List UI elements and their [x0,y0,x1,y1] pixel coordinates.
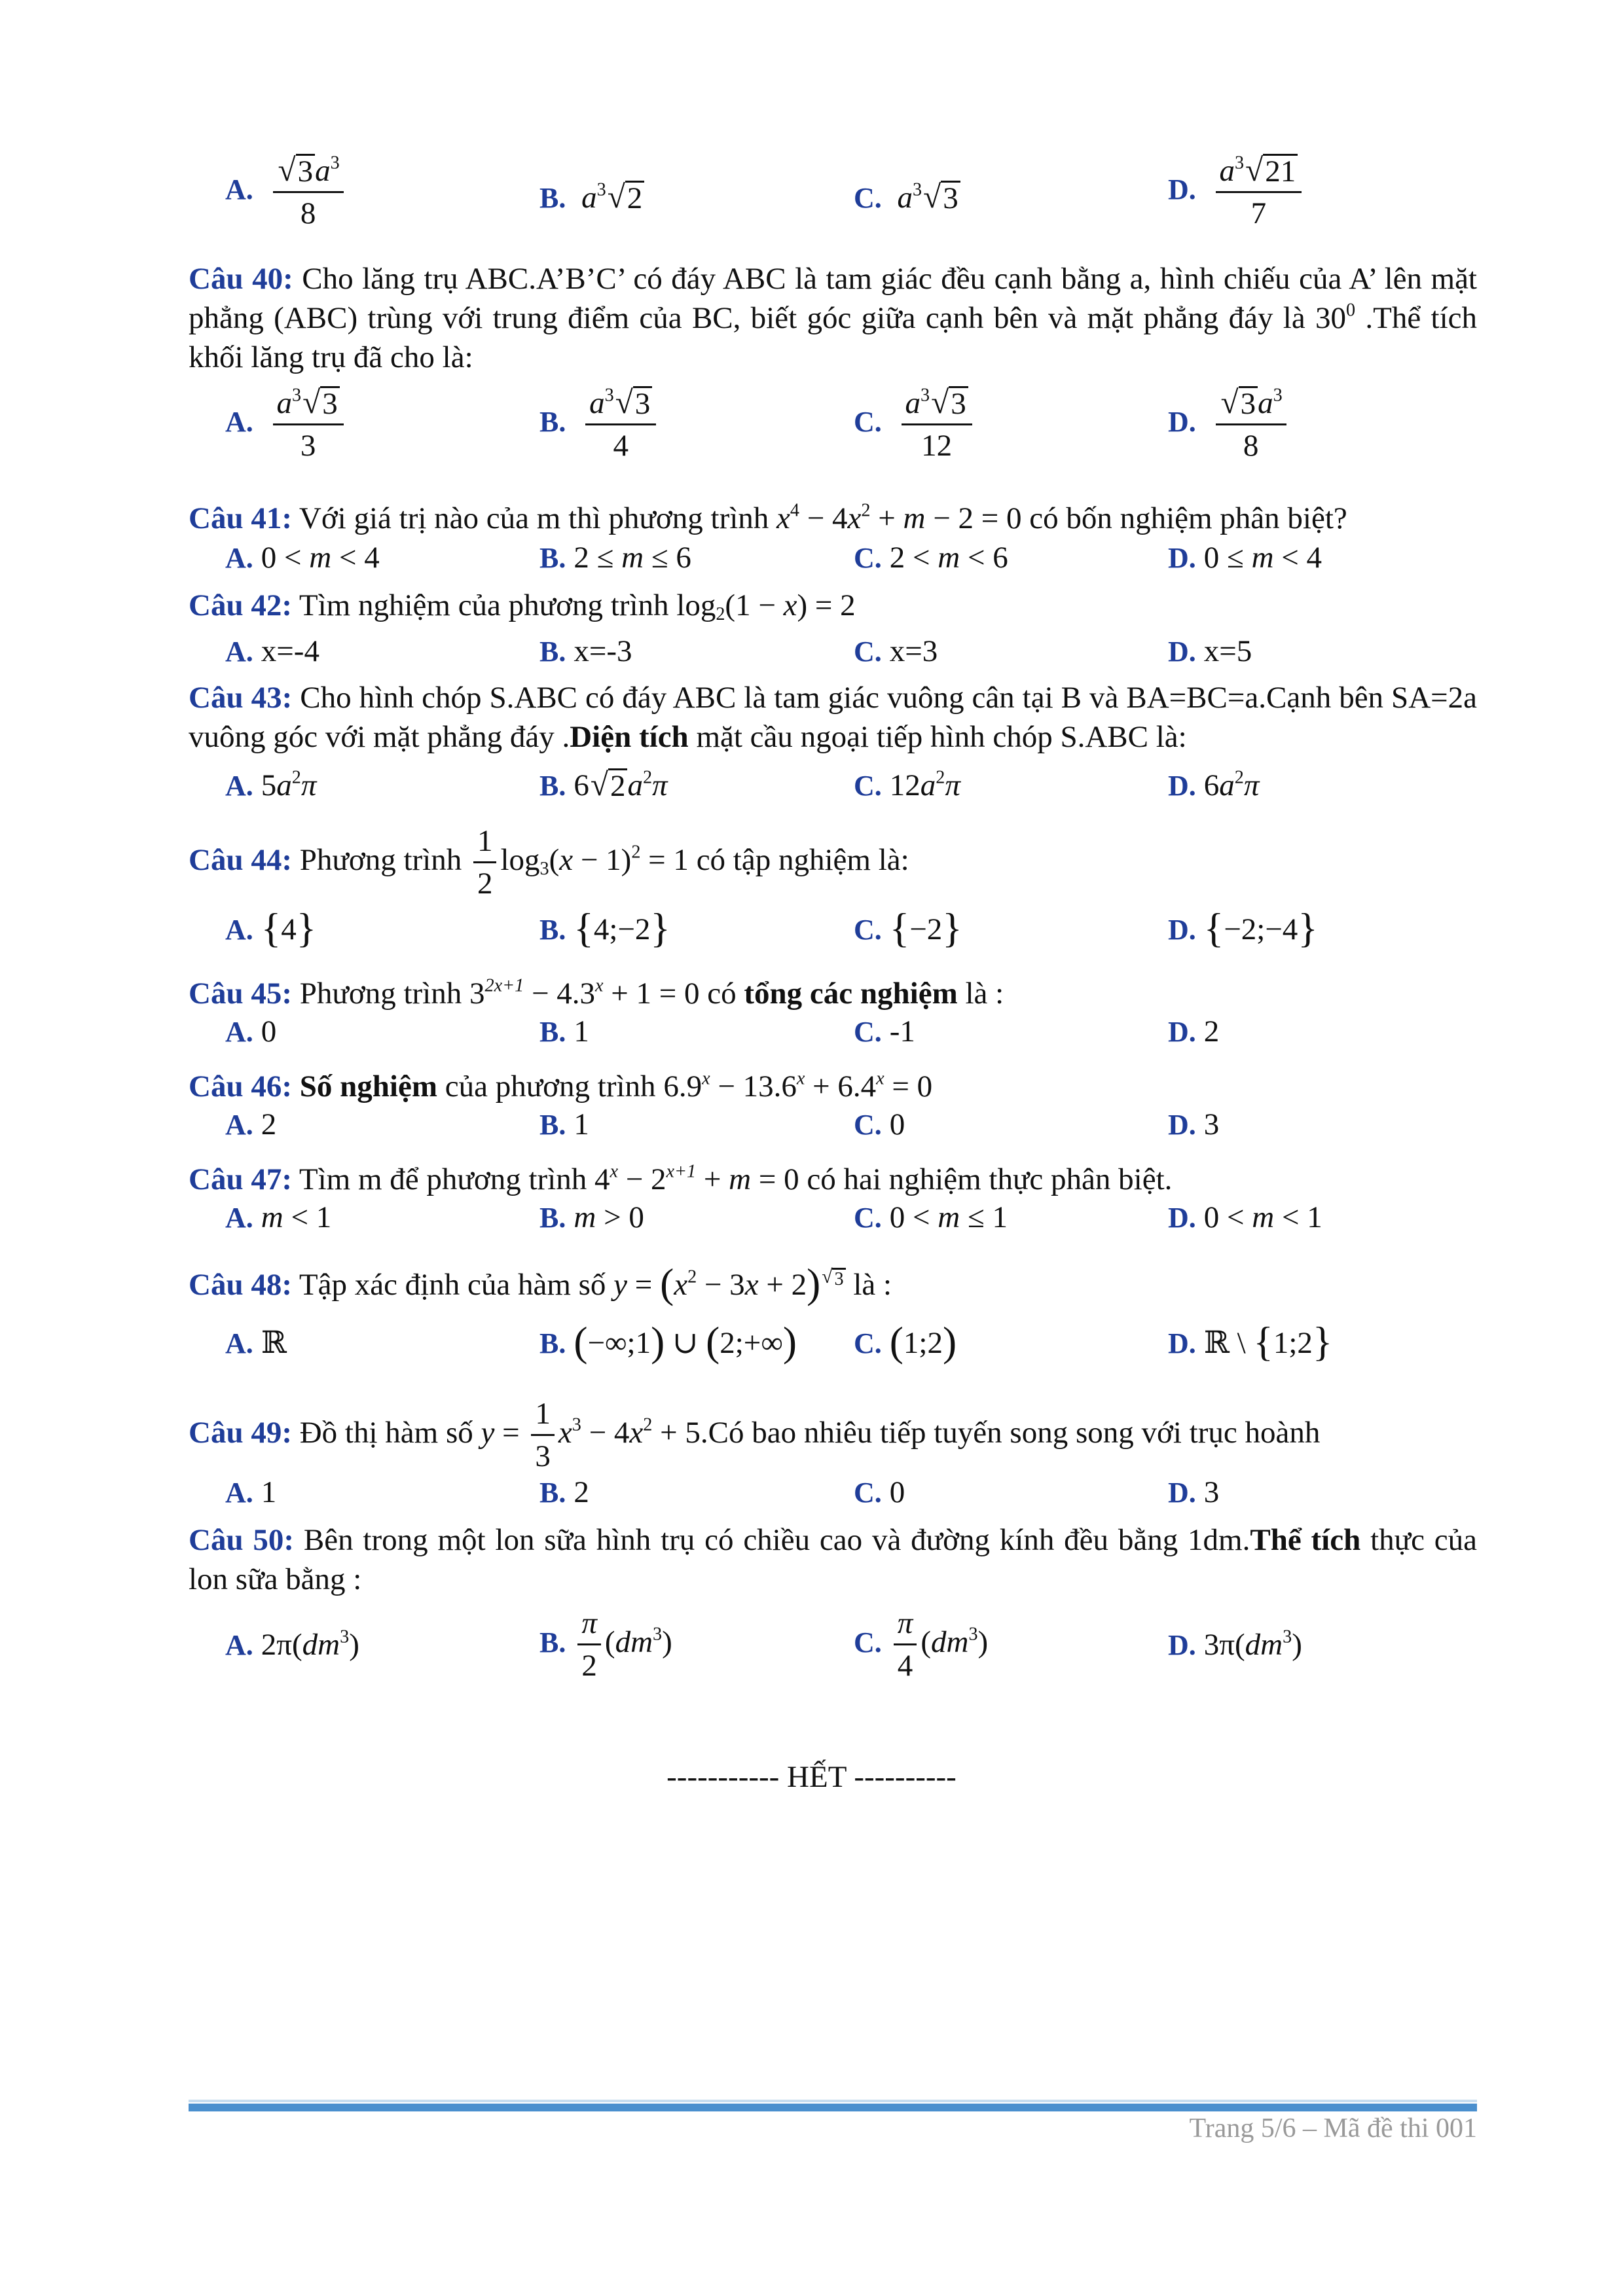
option-44-c: C. {−2} [854,904,962,951]
option-44-b: B. {4;−2} [539,904,670,951]
option-43-b: B. 6 √ 2 $a^2\pi$ [539,766,668,803]
question-46-options [189,1105,1477,1144]
option-39-c: C. $a^3$ √ 3 [854,178,960,218]
option-49-d: D. 3 [1168,1475,1220,1509]
option-39-a [225,154,348,230]
question-label: Câu 40: [189,262,293,296]
option-50-c: C. $\frac{\pi}{4}$ $(dm^3)$ [854,1606,989,1683]
footer-divider [189,2100,1477,2111]
question-40-options [189,386,1477,484]
option-46-d: D. 3 [1168,1107,1220,1141]
option-45-d: D. 2 [1168,1014,1220,1049]
option-46-a: A. 2 [225,1107,277,1141]
option-46-b: B. 1 [539,1107,589,1141]
option-47-a: A. m < 1 [225,1200,332,1234]
option-40-b: B. $a^3$ √ 3 4 [539,386,660,463]
fraction: $a^3$ √ 21 7 [1216,154,1302,230]
question-44-options [189,904,1477,951]
question-43-stem: Câu 43: Cho hình chóp S.ABC có đáy ABC là tam giác vuông cân tại B và BA=BC=a.Cạnh bên SA=2a vuông góc với mặt phẳng đáy .Diện tích mặt cầu ngoại tiếp hình chóp S.ABC là: [189,681,1477,754]
option-49-b: B. 2 [539,1475,589,1509]
option-40-c: C. $a^3$ √ 3 12 [854,386,976,463]
option-48-d: D. ℝ \ {1;2} [1168,1318,1333,1365]
question-48-stem: Câu 48: Tập xác định của hàm số $y = (x^2 - 3x + 2)$ $^{√ 3}$ là : [189,1259,892,1306]
question-42-options [189,632,1477,671]
option-42-a: A. x=-4 [225,634,319,668]
option-41-a: A. 0 < m < 4 [225,541,380,575]
option-41-b: B. 2 ≤ m ≤ 6 [539,541,691,575]
option-47-c: C. 0 < m ≤ 1 [854,1200,1008,1234]
option-49-c: C. 0 [854,1475,905,1509]
option-44-d: D. {−2;−4} [1168,904,1318,951]
question-44-stem: Câu 44: Phương trình $\frac{1}{2}$ $\log_3(x - 1)^2 = 1$ có tập nghiệm là: [189,824,909,901]
option-45-a: A. 0 [225,1014,277,1049]
option-43-d: D. $6a^2\pi$ [1168,767,1260,802]
question-50-stem: Câu 50: Bên trong một lon sữa hình trụ có chiều cao và đường kính đều bằng 1dm.Thể tích thực của lon sữa bằng : [189,1523,1478,1596]
option-42-b: B. x=-3 [539,634,632,668]
question-45-options [189,1012,1477,1051]
question-39-options [189,154,1477,252]
page-footer: Trang 5/6 – Mã đề thi 001 [1189,2113,1477,2144]
option-48-c: C. (1;2) [854,1318,957,1365]
fraction: √ 3 $a^3$ 8 [273,154,344,230]
end-marker: ----------- HẾT ---------- [666,1760,957,1794]
option-43-c: C. $12a^2\pi$ [854,767,960,802]
question-48-options [189,1318,1477,1365]
option-39-b: B. $a^3$ √ 2 [539,178,644,218]
option-40-a: A. $a^3$ √ 3 3 [225,386,348,463]
option-47-d: D. 0 < m < 1 [1168,1200,1322,1234]
option-42-c: C. x=3 [854,634,938,668]
question-47-stem: Câu 47: Tìm m để phương trình $4^x - 2^{x+1} + m = 0$ có hai nghiệm thực phân biệt. [189,1161,1173,1196]
option-41-c: C. 2 < m < 6 [854,541,1008,575]
option-40-d: D. √ 3 $a^3$ 8 [1168,386,1290,463]
option-45-c: C. -1 [854,1014,915,1049]
option-44-a: A. {4} [225,904,317,951]
option-46-c: C. 0 [854,1107,905,1141]
option-42-d: D. x=5 [1168,634,1252,668]
question-45-stem: Câu 45: Phương trình $3^{2x+1} - 4.3^x + 1 = 0$ có tổng các nghiệm là : [189,975,1004,1011]
option-letter: A. [225,173,253,206]
option-50-a: A. $2\pi(dm^3)$ [225,1626,359,1662]
question-46-stem: Câu 46: Số nghiệm của phương trình $6.9^x - 13.6^x + 6.4^x = 0$ [189,1068,933,1103]
question-42-stem: Câu 42: Tìm nghiệm của phương trình $\log_2(1 - x) = 2$ [189,588,856,625]
option-39-d: D. $a^3$ √ 21 7 [1168,154,1305,230]
option-45-b: B. 1 [539,1014,589,1049]
question-49-options [189,1473,1477,1512]
option-50-b: B. $\frac{\pi}{2}$ $(dm^3)$ [539,1606,672,1683]
question-50-options [189,1607,1477,1692]
question-41-stem: Câu 41: Với giá trị nào của m thì phương trình $x^4 - 4x^2 + m - 2 = 0$ có bốn nghiệm phân biệt? [189,500,1347,535]
question-49-stem: Câu 49: Đồ thị hàm số y = $\frac{1}{3}$ $x^3 - 4x^2$ + 5.Có bao nhiêu tiếp tuyến song song với trục hoành [189,1397,1321,1473]
option-49-a: A. 1 [225,1475,277,1509]
question-40-stem: Câu 40: Cho lăng trụ ABC.A’B’C’ có đáy ABC là tam giác đều cạnh bằng a, hình chiếu của A’ lên mặt phẳng (ABC) trùng với trung điểm của BC, biết góc giữa cạnh bên và mặt phẳng đáy là $30^0$ .Thể tích khối lăng trụ đã cho là: [189,262,1477,374]
option-50-d: D. $3\pi(dm^3)$ [1168,1626,1302,1662]
option-47-b: B. m > 0 [539,1200,644,1234]
question-41-options [189,538,1477,577]
option-48-b: B. (−∞;1) ∪ (2;+∞) [539,1318,797,1365]
option-41-d: D. 0 ≤ m < 4 [1168,541,1322,575]
option-48-a: A. ℝ [225,1326,287,1360]
option-43-a: A. $5a^2\pi$ [225,767,317,802]
question-43-options [189,766,1477,805]
question-47-options [189,1198,1477,1237]
